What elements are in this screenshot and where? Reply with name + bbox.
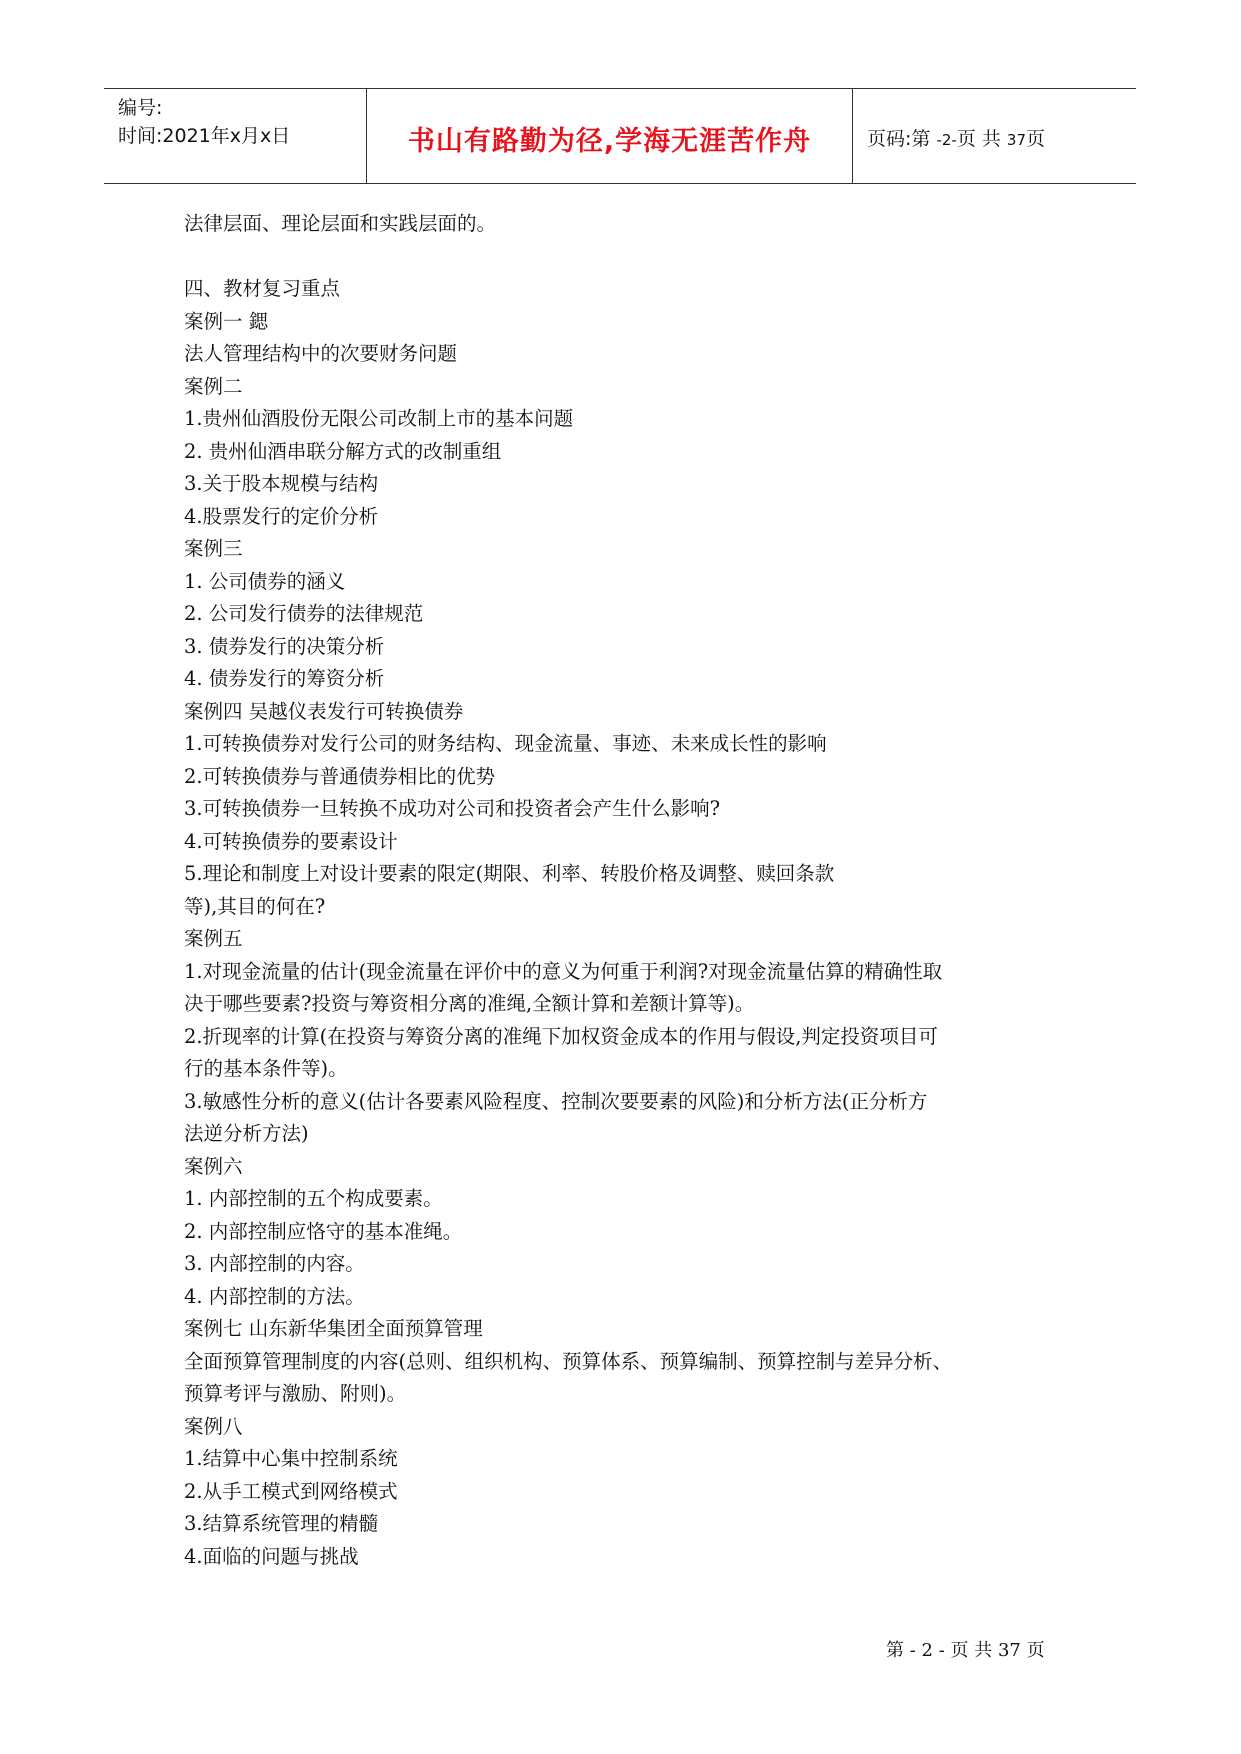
body-line: 案例七 山东新华集团全面预算管理 (184, 1317, 483, 1340)
body-line: 1.可转换债券对发行公司的财务结构、现金流量、事迹、未来成长性的影响 (184, 732, 827, 755)
body-line: 决于哪些要素?投资与筹资相分离的准绳,全额计算和差额计算等)。 (184, 992, 755, 1015)
page-mid: 页 共 (956, 128, 1001, 150)
body-line: 2. 公司发行债券的法律规范 (184, 602, 424, 625)
document-number-label: 编号: (118, 97, 163, 119)
blank-line (184, 241, 1064, 274)
document-body (184, 208, 1064, 1573)
body-line: 1.贵州仙酒股份无限公司改制上市的基本问题 (184, 407, 574, 430)
document-time-label: 时间:2021年x月x日 (118, 125, 291, 147)
page-footer: 第 - 2 - 页 共 37 页 (886, 1640, 1045, 1661)
body-line: 案例四 吴越仪表发行可转换债券 (184, 699, 464, 723)
body-line: 法律层面、理论层面和实践层面的。 (184, 212, 497, 235)
page-label: 页码:第 (867, 128, 931, 150)
body-line: 3.可转换债券一旦转换不成功对公司和投资者会产生什么影响? (184, 797, 721, 820)
body-line: 案例一 鍶 (184, 309, 269, 333)
page-total: 37 (1006, 131, 1027, 149)
body-line: 等),其目的何在? (184, 894, 326, 918)
header-motto-cell (367, 89, 853, 183)
body-line: 全面预算管理制度的内容(总则、组织机构、预算体系、预算编制、预算控制与差异分析、 (184, 1349, 953, 1373)
body-line: 3.结算系统管理的精髓 (184, 1512, 379, 1535)
body-line: 3. 内部控制的内容。 (184, 1252, 365, 1275)
body-line: 2.可转换债券与普通债券相比的优势 (184, 764, 496, 788)
motto-text: 书山有路勤为径,学海无涯苦作舟 (407, 126, 812, 157)
body-line: 法逆分析方法) (184, 1122, 309, 1145)
body-line: 4.股票发行的定价分析 (184, 504, 379, 528)
body-line: 四、教材复习重点 (184, 277, 341, 300)
body-line: 行的基本条件等)。 (184, 1057, 348, 1080)
body-line: 3. 债券发行的决策分析 (184, 634, 385, 658)
body-line: 2. 贵州仙酒串联分解方式的改制重组 (184, 439, 502, 463)
header-info-cell (104, 89, 367, 183)
body-line: 4. 债券发行的筹资分析 (184, 667, 385, 690)
body-line: 3.关于股本规模与结构 (184, 472, 379, 495)
body-line: 法人管理结构中的次要财务问题 (184, 342, 458, 365)
body-line: 5.理论和制度上对设计要素的限定(期限、利率、转股价格及调整、赎回条款 (184, 862, 835, 885)
body-line: 案例八 (184, 1414, 243, 1438)
page-current: -2- (936, 131, 957, 149)
body-line: 案例六 (184, 1154, 243, 1178)
header-page-number (867, 124, 1045, 151)
body-line: 1. 公司债券的涵义 (184, 569, 346, 593)
body-line: 1.对现金流量的估计(现金流量在评价中的意义为何重于利润?对现金流量估算的精确性取 (184, 959, 943, 983)
body-line: 4. 内部控制的方法。 (184, 1284, 365, 1308)
body-line: 案例二 (184, 374, 243, 398)
body-line: 1.结算中心集中控制系统 (184, 1447, 398, 1470)
body-line: 1. 内部控制的五个构成要素。 (184, 1187, 443, 1210)
body-line: 4.可转换债券的要素设计 (184, 829, 398, 853)
page-header (104, 88, 1136, 184)
body-line: 2.从手工模式到网络模式 (184, 1479, 398, 1503)
body-line: 2.折现率的计算(在投资与筹资分离的准绳下加权资金成本的作用与假设,判定投资项目可 (184, 1024, 938, 1048)
body-line: 预算考评与激励、附则)。 (184, 1382, 407, 1405)
body-line: 案例三 (184, 537, 243, 560)
header-page-cell (853, 89, 1136, 183)
body-line: 4.面临的问题与挑战 (184, 1544, 359, 1568)
body-line: 2. 内部控制应恪守的基本准绳。 (184, 1219, 463, 1243)
body-line: 3.敏感性分析的意义(估计各要素风险程度、控制次要要素的风险)和分析方法(正分析方 (184, 1089, 928, 1113)
page-end: 页 (1026, 128, 1046, 150)
body-line: 案例五 (184, 927, 243, 950)
